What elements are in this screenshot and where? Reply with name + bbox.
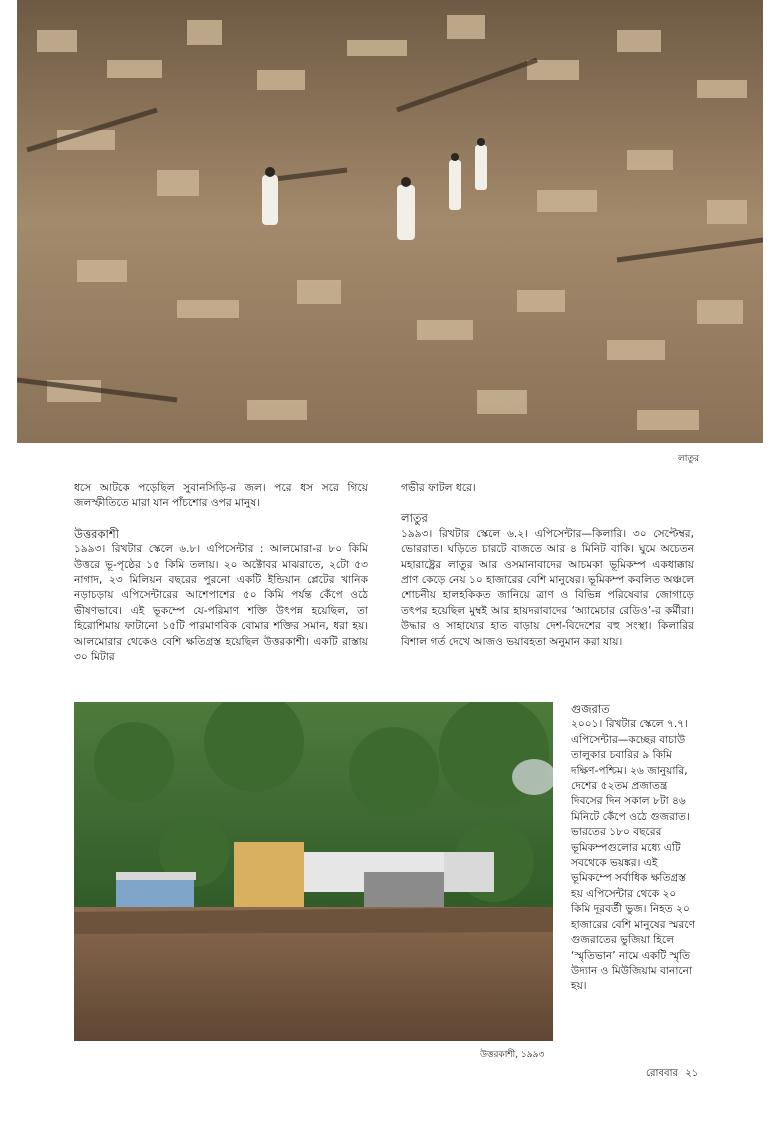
landslide-photo-image — [74, 702, 553, 1041]
latur-body: ১৯৯৩। রিখটার স্কেলে ৬.২। এপিসেন্টার—কিলারি। ৩০ সেপ্টেম্বর, ভোররাত। ঘড়িতে চারটে বাজতে আর ৪ মিনিট বাকি। ঘুমে অচেতন মহারাষ্ট্রের লাতুর আর ওসমানাবাদের আচমকা ভূমিকম্প একধাক্কায় প্রাণ কেড়ে নেয় ১০ হাজারের বেশি মানুষের। ভূমিকম্প কবলিত অঞ্চলে শোচনীয় হালহকিকত জানিয়ে ত্রাণ ও বিভিন্ন পরিষেবার জোগাড়ে তৎপর হয়েছিল মুম্বই আর হায়দরাবাদের ‘অ্যামেচার রেডিও’-র কর্মীরা। উদ্ধার ও সাহায্যের হাত বাড়ায় দেশ-বিদেশের বহু সংস্থা। কিলারির বিশাল গর্ত দেখে আজও ভয়াবহতা অনুমান করা যায়। — [401, 527, 694, 648]
rubble-photo — [17, 0, 763, 443]
left-intro-text: ধসে আটকে পড়েছিল সুবানসিড়ি-র জল। পরে ধস সরে গিয়ে জলস্ফীতিতে মারা যান পাঁচশোর ওপর মানুষ। — [74, 482, 368, 510]
right-intro-text: গভীর ফাটল ধরে। — [401, 482, 476, 494]
uttarkashi-body: ১৯৯৩। রিখটার স্কেলে ৬.৮। এপিসেন্টার : আলমোরা-র ৮০ কিমি উত্তরে ভূ-পৃষ্ঠের ১৫ কিমি তলায়। ২০ অক্টোবর মাঝরাতে, ২টো ৫৩ নাগাদ, ২৩ মিলিয়ন বছরের পুরনো একটি ইন্ডিয়ান প্লেটের খানিক নড়াচড়ায় এপিসেন্টারের আশেপাশের ৫০ কিমি পর্যন্ত কেঁপে ওঠে ভীষণভাবে। এই ভূকম্পে যে-পরিমাণ শক্তি উৎপন্ন হয়েছিল, তা হিরোশিমায় ফাটানো ১৫টি পারমাণবিক বোমার শক্তির সমান, ধরা হয়। আলমোরার থেকেও বেশি ক্ষতিগ্রস্ত হয়েছিল উত্তরকাশী। একটি রাস্তায় ৩০ মিটার — [74, 543, 368, 664]
left-column — [74, 481, 368, 665]
magazine-name: রোববার — [646, 1068, 678, 1079]
landslide-photo — [74, 702, 553, 1041]
uttarkashi-heading: উত্তরকাশী — [74, 526, 119, 541]
rubble-photo-image — [17, 0, 763, 443]
top-photo-caption: লাতুর — [678, 454, 700, 464]
latur-heading: লাতুর — [401, 511, 428, 526]
gujarat-body: ২০০১। রিখটার স্কেলে ৭.৭। এপিসেন্টার—কচ্ছের বাচাউ তালুকার চবারির ৯ কিমি দক্ষিণ-পশ্চিম। ২৬ জানুয়ারি, দেশের ৫২তম প্রজাতন্ত্র দিবসের দিন সকাল ৮টা ৪৬ মিনিটে কেঁপে ওঠে গুজরাত। ভারতের ১৮০ বছরের ভূমিকম্পগুলোর মধ্যে এটি সবথেকে ভয়ঙ্কর। এই ভূমিকম্পে সর্বাধিক ক্ষতিগ্রস্ত হয় এপিসেন্টার থেকে ২০ কিমি দূরবর্তী ভুজ। নিহত ২০ হাজারের বেশি মানুষের স্মরণে গুজরাতের ভুজিয়া হিলে ‘স্মৃতিভান’ নামে একটি স্মৃতি উদ্যান ও মিউজিয়াম বানানো হয়। — [571, 718, 695, 993]
page-number: ২১ — [685, 1068, 699, 1079]
right-column — [401, 481, 694, 650]
bottom-photo-caption: উত্তরকাশী, ১৯৯৩ — [480, 1050, 545, 1060]
side-column — [571, 702, 695, 995]
page-footer — [646, 1066, 698, 1083]
gujarat-heading: গুজরাত — [571, 702, 610, 716]
